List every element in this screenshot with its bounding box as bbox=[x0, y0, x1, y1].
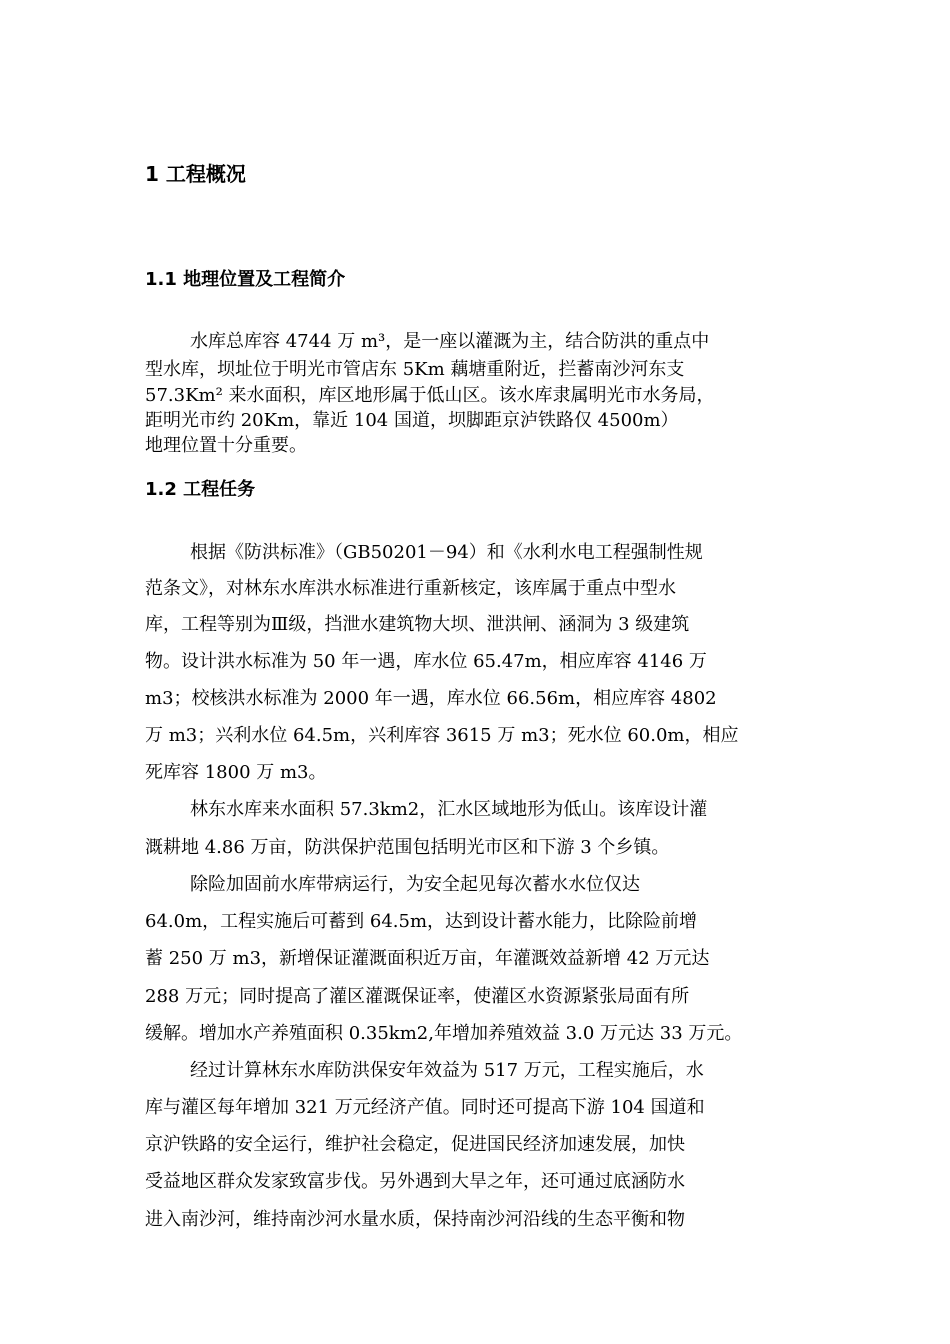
text-line: 64.0m，工程实施后可蓄到 64.5m，达到设计蓄水能力，比除险前增 bbox=[145, 911, 698, 932]
text-line: 距明光市约 20Km，靠近 104 国道，坝脚距京泸铁路仅 4500m） bbox=[145, 410, 679, 431]
text-line: 型水库，坝址位于明光市管店东 5Km 藕塘重附近，拦蓄南沙河东支 bbox=[145, 359, 685, 380]
text-line: 蓄 250 万 m3，新增保证灌溉面积近万亩，年灌溉效益新增 42 万元达 bbox=[145, 948, 710, 969]
text-line: 物。设计洪水标准为 50 年一遇，库水位 65.47m，相应库容 4146 万 bbox=[145, 651, 707, 672]
text-line: 范条文》，对林东水库洪水标准进行重新核定，该库属于重点中型水 bbox=[145, 578, 676, 599]
text-line: 库与灌区每年增加 321 万元经济产值。同时还可提高下游 104 国道和 bbox=[145, 1097, 705, 1118]
section-heading-1-2: 1.2 工程任务 bbox=[145, 479, 256, 500]
text-line: 死库容 1800 万 m3。 bbox=[145, 762, 327, 783]
text-line: 根据《防洪标准》（GB50201－94）和《水利水电工程强制性规 bbox=[190, 542, 703, 563]
text-line: 京沪铁路的安全运行，维护社会稳定，促进国民经济加速发展，加快 bbox=[145, 1134, 685, 1155]
section-heading-1-1: 1.1 地理位置及工程简介 bbox=[145, 269, 346, 290]
text-line: 57.3Km² 来水面积，库区地形属于低山区。该水库隶属明光市水务局， bbox=[145, 385, 715, 406]
chapter-heading: 1 工程概况 bbox=[145, 162, 246, 186]
text-line: 除险加固前水库带病运行，为安全起见每次蓄水水位仅达 bbox=[190, 874, 640, 895]
text-line: 288 万元；同时提高了灌区灌溉保证率，使灌区水资源紧张局面有所 bbox=[145, 986, 690, 1007]
text-line: 进入南沙河，维持南沙河水量水质，保持南沙河沿线的生态平衡和物 bbox=[145, 1209, 685, 1230]
text-line: 地理位置十分重要。 bbox=[145, 435, 307, 456]
text-line: 经过计算林东水库防洪保安年效益为 517 万元，工程实施后，水 bbox=[190, 1060, 704, 1081]
text-line: 水库总库容 4744 万 m³，是一座以灌溉为主，结合防洪的重点中 bbox=[190, 331, 710, 352]
text-line: m3；校核洪水标准为 2000 年一遇，库水位 66.56m，相应库容 4802 bbox=[145, 688, 717, 709]
text-line: 林东水库来水面积 57.3km2，汇水区域地形为低山。该库设计灌 bbox=[190, 799, 708, 820]
text-line: 库，工程等别为Ⅲ级，挡泄水建筑物大坝、泄洪闸、涵洞为 3 级建筑 bbox=[145, 614, 690, 635]
text-line: 万 m3；兴利水位 64.5m，兴利库容 3615 万 m3；死水位 60.0m，相应 bbox=[145, 725, 739, 746]
text-line: 缓解。增加水产养殖面积 0.35km2,年增加养殖效益 3.0 万元达 33 万元。 bbox=[145, 1023, 743, 1044]
text-line: 溉耕地 4.86 万亩，防洪保护范围包括明光市区和下游 3 个乡镇。 bbox=[145, 837, 670, 858]
text-line: 受益地区群众发家致富步伐。另外遇到大旱之年，还可通过底涵防水 bbox=[145, 1171, 685, 1192]
